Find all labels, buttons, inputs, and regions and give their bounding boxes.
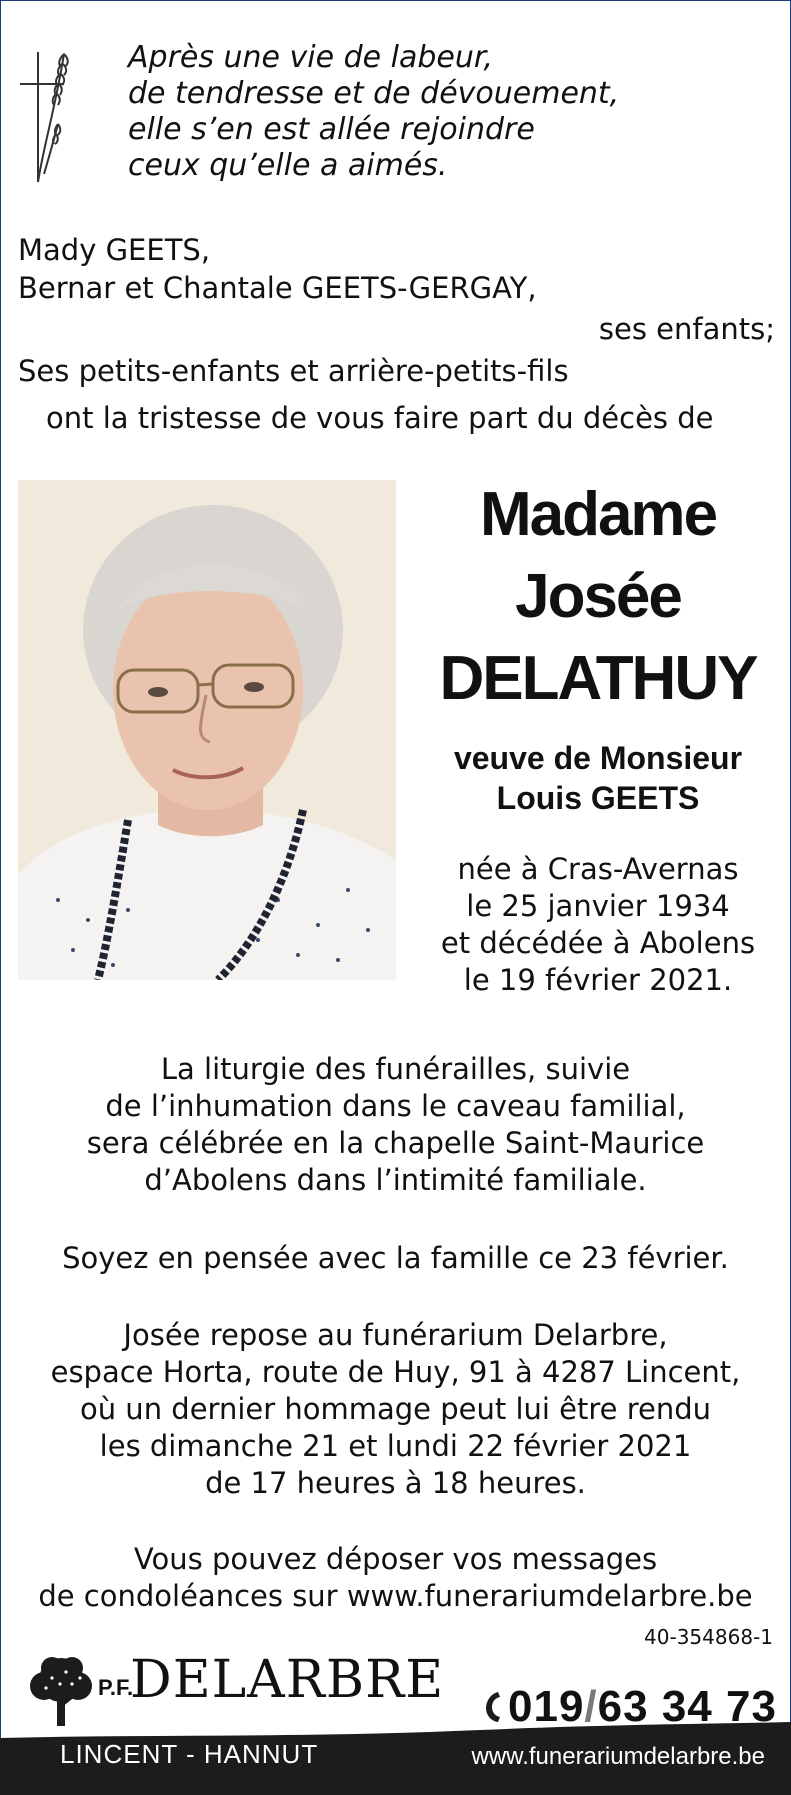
family-relation: ses enfants; <box>598 312 775 346</box>
deceased-first-name: Josée <box>515 562 681 631</box>
condolences-line: de condoléances sur www.funerariumdelarbre.be <box>38 1579 753 1613</box>
visitation-line: Josée repose au funérarium Delarbre, <box>123 1318 668 1352</box>
quote-line: elle s’en est allée rejoindre <box>128 112 535 147</box>
liturgy-line: de l’inhumation dans le caveau familial, <box>105 1089 686 1123</box>
condolences-paragraph <box>0 1541 791 1615</box>
liturgy-line: sera célébrée en la chapelle Saint-Maurice <box>86 1126 705 1160</box>
death-date: le 19 février 2021. <box>463 963 733 997</box>
death-place: et décédée à Abolens <box>440 926 756 960</box>
thought-line: Soyez en pensée avec la famille ce 23 février. <box>62 1241 729 1275</box>
tree-logo-icon <box>22 1654 100 1728</box>
footer-locations: LINCENT - HANNUT <box>60 1739 319 1769</box>
phone-icon <box>484 1690 504 1724</box>
quote-line: Après une vie de labeur, <box>128 40 494 75</box>
phone-number[interactable] <box>508 1682 777 1732</box>
liturgy-paragraph <box>0 1051 791 1199</box>
brand-name: DELARBRE <box>130 1650 445 1710</box>
portrait-photo <box>18 480 396 980</box>
quote-line: de tendresse et de dévouement, <box>128 76 620 111</box>
family-line-3: Ses petits-enfants et arrière-petits-fils <box>18 354 569 388</box>
quote-line: ceux qu’elle a aimés. <box>128 148 448 183</box>
liturgy-line: La liturgie des funérailles, suivie <box>160 1052 631 1086</box>
intro-quote <box>128 40 619 184</box>
visitation-line: espace Horta, route de Huy, 91 à 4287 Lincent, <box>50 1355 741 1389</box>
liturgy-line: d’Abolens dans l’intimité familiale. <box>144 1163 647 1197</box>
announcement: ont la tristesse de vous faire part du décès de <box>46 401 714 435</box>
phone-local: 63 34 73 <box>597 1682 777 1731</box>
widow-line-2: Louis GEETS <box>496 780 700 816</box>
phone-separator: / <box>584 1682 598 1731</box>
family-line-1: Mady GEETS, <box>18 233 211 267</box>
visitation-paragraph <box>0 1317 791 1502</box>
visitation-line: les dimanche 21 et lundi 22 février 2021 <box>99 1429 692 1463</box>
footer-website-link[interactable]: www.funerariumdelarbre.be <box>471 1743 765 1770</box>
birth-place: née à Cras-Avernas <box>457 852 739 886</box>
brand-pf: P.F. <box>98 1675 134 1700</box>
condolences-line: Vous pouvez déposer vos messages <box>133 1542 658 1576</box>
phone-area-code: 019 <box>508 1682 585 1731</box>
wheat-cross-icon <box>14 44 80 186</box>
deceased-last-name: DELATHUY <box>439 644 757 713</box>
visitation-line: de 17 heures à 18 heures. <box>205 1466 586 1500</box>
birth-date: le 25 janvier 1934 <box>466 889 730 923</box>
portrait-illustration <box>18 480 396 980</box>
widow-line-1: veuve de Monsieur <box>453 740 743 776</box>
visitation-line: où un dernier hommage peut lui être rendu <box>79 1392 712 1426</box>
reference-number: 40-354868-1 <box>644 1625 773 1649</box>
deceased-title: Madame <box>479 480 717 549</box>
family-line-2: Bernar et Chantale GEETS-GERGAY, <box>18 271 537 305</box>
